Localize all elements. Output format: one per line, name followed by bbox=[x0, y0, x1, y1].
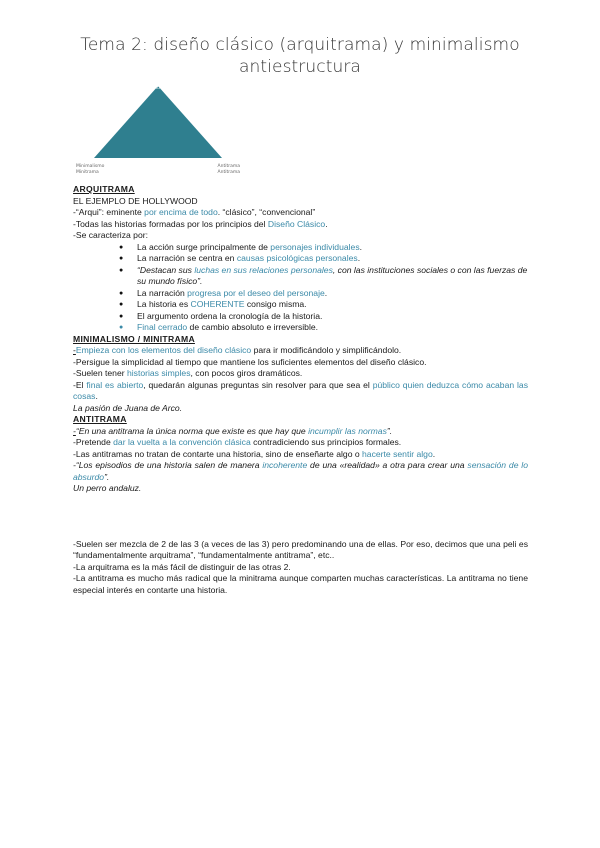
arquitrama-heading: ARQUITRAMA bbox=[73, 184, 135, 194]
anti-line-2: -Pretende dar la vuelta a la convención clásica contradiciendo sus principios formales. bbox=[73, 437, 402, 447]
mini-line-1: -Empieza con los elementos del diseño clásico para ir modificándolo y simplificándolo. bbox=[73, 345, 402, 355]
list-item: ● La historia es COHERENTE consigo misma. bbox=[73, 299, 528, 311]
list-item: ● Final cerrado de cambio absoluto e irreversible. bbox=[73, 322, 528, 334]
page-title: Tema 2: diseño clásico (arquitrama) y minimalismo antiestructura bbox=[80, 35, 520, 77]
triangle-diagram bbox=[72, 78, 244, 182]
arq-line-2: -Todas las historias formadas por los principios del Diseño Clásico. bbox=[73, 218, 328, 229]
anti-example: Un perro andaluz. bbox=[73, 483, 142, 493]
list-item: ● La narración se centra en causas psicológicas personales. bbox=[73, 253, 528, 265]
diagram-left-label-1: Minimalismo bbox=[76, 164, 105, 169]
diagram-top-label: Arquitrama bbox=[145, 86, 171, 91]
list-item: ● “Destacan sus luchas en sus relaciones personales, con las instituciones sociales o con las fuerzas de su mundo físico”. bbox=[73, 265, 528, 288]
anti-line-1: -“En una antitrama la única norma que existe es que hay que incumplir las normas”. bbox=[73, 425, 393, 436]
arq-line-1: -“Arqui”: eminente por encima de todo. “clásico”, “convencional” bbox=[73, 207, 316, 217]
closing-paragraph-3: -La antitrama es mucho más radical que la minitrama aunque comparten muchas características. La antitrama no tiene especial interés en contarte una historia. bbox=[73, 573, 528, 595]
mini-line-3: -Suelen tener historias simples, con pocos giros dramáticos. bbox=[73, 368, 303, 378]
diagram-right-label-2: Antitrama bbox=[217, 170, 240, 175]
triangle-shape bbox=[94, 86, 222, 158]
anti-line-3: -Las antitramas no tratan de contarte una historia, sino de enseñarte algo o hacerte sentir algo. bbox=[73, 448, 436, 459]
closing-paragraph-2: -La arquitrama es la más fácil de distinguir de las otras 2. bbox=[73, 561, 291, 572]
document-body bbox=[73, 184, 528, 596]
list-item: ● El argumento ordena la cronología de la historia. bbox=[73, 311, 528, 323]
minimalismo-heading: MINIMALISMO / MINITRAMA bbox=[73, 333, 195, 344]
antitrama-heading: ANTITRAMA bbox=[73, 414, 127, 424]
arquitrama-subheading: EL EJEMPLO DE HOLLYWOOD bbox=[73, 195, 198, 206]
arq-line-3: -Se caracteriza por: bbox=[73, 230, 148, 240]
mini-line-2: -Persigue la simplicidad al tiempo que mantiene los suficientes elementos del diseño clásico. bbox=[73, 356, 427, 367]
diagram-right-label-1: Antitrama bbox=[217, 164, 240, 169]
anti-line-4: -“Los episodios de una historia salen de manera incoherente de una «realidad» a otra para crear una sensación de lo absurdo”. bbox=[73, 460, 528, 482]
arq-bullet-list bbox=[73, 242, 528, 334]
closing-paragraph-1: -Suelen ser mezcla de 2 de las 3 (a veces de las 3) pero predominando una de ellas. Por eso, decimos que una peli es “fundamentalmente arquitrama”, “fundamentalmente antitrama”, etc.. bbox=[73, 538, 528, 560]
list-item: ● La narración progresa por el deseo del personaje. bbox=[73, 288, 528, 300]
mini-line-4: -El final es abierto, quedarán algunas preguntas sin resolver para que sea el público quien deduzca cómo acaban las cosas. bbox=[73, 379, 529, 401]
diagram-left-label-2: Minitrama bbox=[76, 170, 99, 175]
list-item: ● La acción surge principalmente de personajes individuales. bbox=[73, 242, 528, 254]
mini-example: La pasión de Juana de Arco. bbox=[73, 402, 183, 413]
